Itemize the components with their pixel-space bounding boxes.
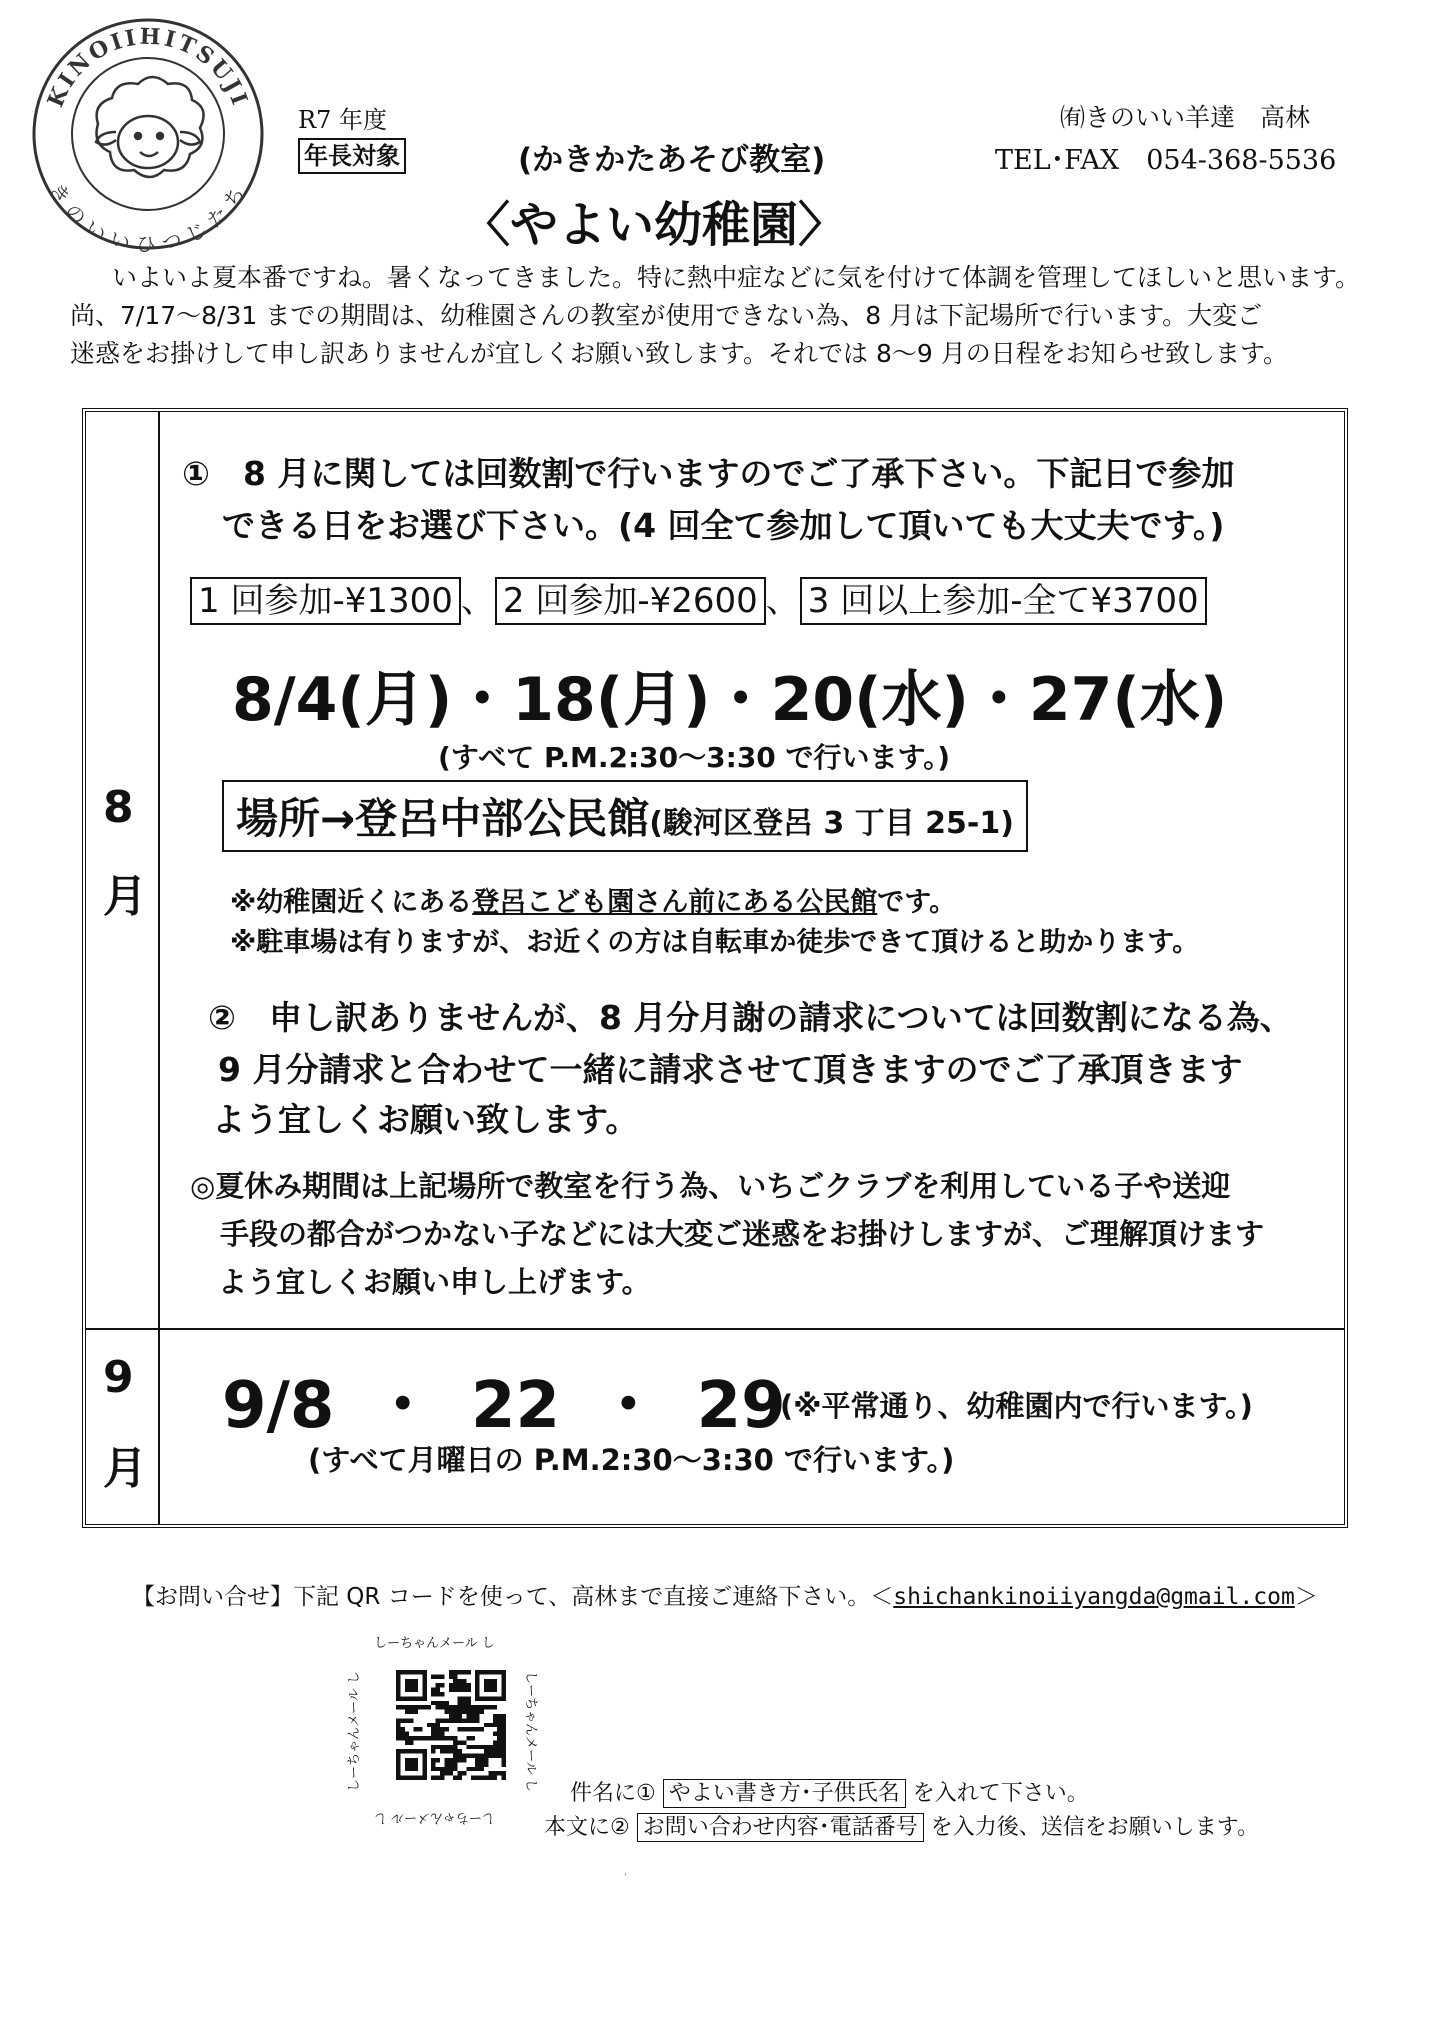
stamp-bottom-text: きのいいひつじたち xyxy=(44,178,252,254)
kindergarten-title: 〈やよい幼稚園〉 xyxy=(462,197,847,253)
september-month-number: 9 xyxy=(103,1352,134,1403)
fee-separator: 、 xyxy=(765,581,800,621)
venue-note-1-post: です。 xyxy=(877,887,957,918)
body-box: お問い合わせ内容･電話番号 xyxy=(637,1813,924,1842)
subject-post: を入れて下さい。 xyxy=(912,1781,1089,1806)
email-bracket-close: ＞ xyxy=(1294,1584,1318,1610)
fee-separator: 、 xyxy=(460,581,495,621)
body-pre: 本文に② xyxy=(544,1815,630,1840)
subject-instruction xyxy=(570,1776,1089,1807)
qr-label-left: しーちゃんメール し xyxy=(346,1671,362,1792)
email-bracket-open: ＜ xyxy=(870,1584,894,1610)
summer-note-line2: 手段の都合がつかない子などには大変ご迷惑をお掛けしますが、ご理解頂けます xyxy=(220,1217,1265,1251)
svg-text:KINOIIHITSUJI xyxy=(43,24,254,111)
venue-box xyxy=(222,780,1028,852)
qr-label-right: しーちゃんメール し xyxy=(522,1671,538,1792)
tel-fax: TEL･FAX 054-368-5536 xyxy=(995,145,1337,176)
intro-line-1: いよいよ夏本番ですね。暑くなってきました。特に熱中症などに気を付けて体調を管理してほしいと思います。 xyxy=(112,263,1361,292)
fee-3-plus-visits: 3 回以上参加‐全て¥3700 xyxy=(800,577,1207,625)
september-note: (※平常通り、幼稚園内で行います。) xyxy=(780,1389,1253,1423)
august-item1-line2: できる日をお選び下さい。(4 回全て参加して頂いても大丈夫です。) xyxy=(222,506,1225,545)
august-time: (すべて P.M.2:30～3:30 で行います。) xyxy=(438,741,951,774)
august-dates: 8/4(月)・18(月)・20(水)・27(水) xyxy=(232,665,1228,735)
intro-line-3: 迷惑をお掛けして申し訳ありませんが宜しくお願い致します。それでは 8～9 月の日程をお知らせ致します。 xyxy=(70,339,1288,368)
summer-note-line1: ◎夏休み期間は上記場所で教室を行う為、いちごクラブを利用している子や送迎 xyxy=(190,1169,1231,1203)
august-month-unit: 月 xyxy=(103,871,147,922)
fee-list xyxy=(190,573,1207,622)
september-time: (すべて月曜日の P.M.2:30～3:30 で行います。) xyxy=(308,1443,955,1477)
august-item2-line3: よう宜しくお願い致します。 xyxy=(212,1100,639,1139)
company-name: ㈲きのいい羊達 高林 xyxy=(1060,103,1311,132)
august-item1-line1: ① 8 月に関しては回数割で行いますのでご了承下さい。下記日で参加 xyxy=(182,454,1235,493)
august-item2-line1: ② 申し訳ありませんが、8 月分月謝の請求については回数割になる為、 xyxy=(208,998,1293,1037)
september-month-unit: 月 xyxy=(103,1443,147,1494)
body-instruction xyxy=(544,1810,1259,1841)
august-item2-line2: 9 月分請求と合わせて一緒に請求させて頂きますのでご了承頂きます xyxy=(218,1050,1243,1089)
intro-line-2: 尚、7/17～8/31 までの期間は、幼稚園さんの教室が使用できない為、8 月は下記場所で行います。大変ご xyxy=(70,301,1263,330)
september-dates: 9/8 ・ 22 ・ 29 xyxy=(222,1369,786,1443)
qr-label-bottom: しーちゃんメール し xyxy=(374,1810,495,1825)
class-name: (かきかたあそび教室) xyxy=(518,142,826,178)
sheep-icon xyxy=(96,77,204,177)
stamp-top-text: KINOIIHITSUJI xyxy=(42,23,254,112)
contact-text: 【お問い合せ】下記 QR コードを使って、高林まで直接ご連絡下さい。 xyxy=(132,1584,871,1610)
summer-note-line3: よう宜しくお願い申し上げます。 xyxy=(218,1265,651,1299)
subject-pre: 件名に① xyxy=(570,1781,656,1806)
venue-note-1-underlined: 登呂こども園さん前にある公民館 xyxy=(472,887,878,918)
venue-note-2: ※駐車場は有りますが、お近くの方は自転車か徒歩できて頂けると助かります。 xyxy=(230,927,1200,958)
qr-label-top: しーちゃんメール し xyxy=(374,1636,495,1651)
body-post: を入力後、送信をお願いします。 xyxy=(930,1815,1259,1840)
subject-box: やよい書き方･子供氏名 xyxy=(663,1779,906,1808)
contact-line xyxy=(132,1578,1318,1611)
august-month-number: 8 xyxy=(103,782,134,833)
email-link[interactable]: shichankinoiiyangda@gmail.com xyxy=(893,1584,1295,1610)
month-column-divider xyxy=(158,412,160,1524)
venue-name: 場所→登呂中部公民館 xyxy=(236,794,650,843)
month-row-divider xyxy=(86,1328,1344,1330)
venue-address: (駿河区登呂 3 丁目 25-1) xyxy=(649,806,1014,841)
company-stamp-logo xyxy=(28,14,268,254)
svg-text:きのいいひつじたち xyxy=(44,179,252,254)
fee-1-visit: 1 回参加‐¥1300 xyxy=(190,577,461,625)
target-grade-badge: 年長対象 xyxy=(298,138,406,174)
venue-note-1 xyxy=(230,880,956,919)
qr-code-icon[interactable] xyxy=(396,1670,506,1780)
venue-note-1-pre: ※幼稚園近くにある xyxy=(230,887,473,918)
scan-speck: ' xyxy=(624,1872,627,1883)
fiscal-year: R7 年度 xyxy=(298,106,387,134)
fee-2-visits: 2 回参加‐¥2600 xyxy=(495,577,766,625)
